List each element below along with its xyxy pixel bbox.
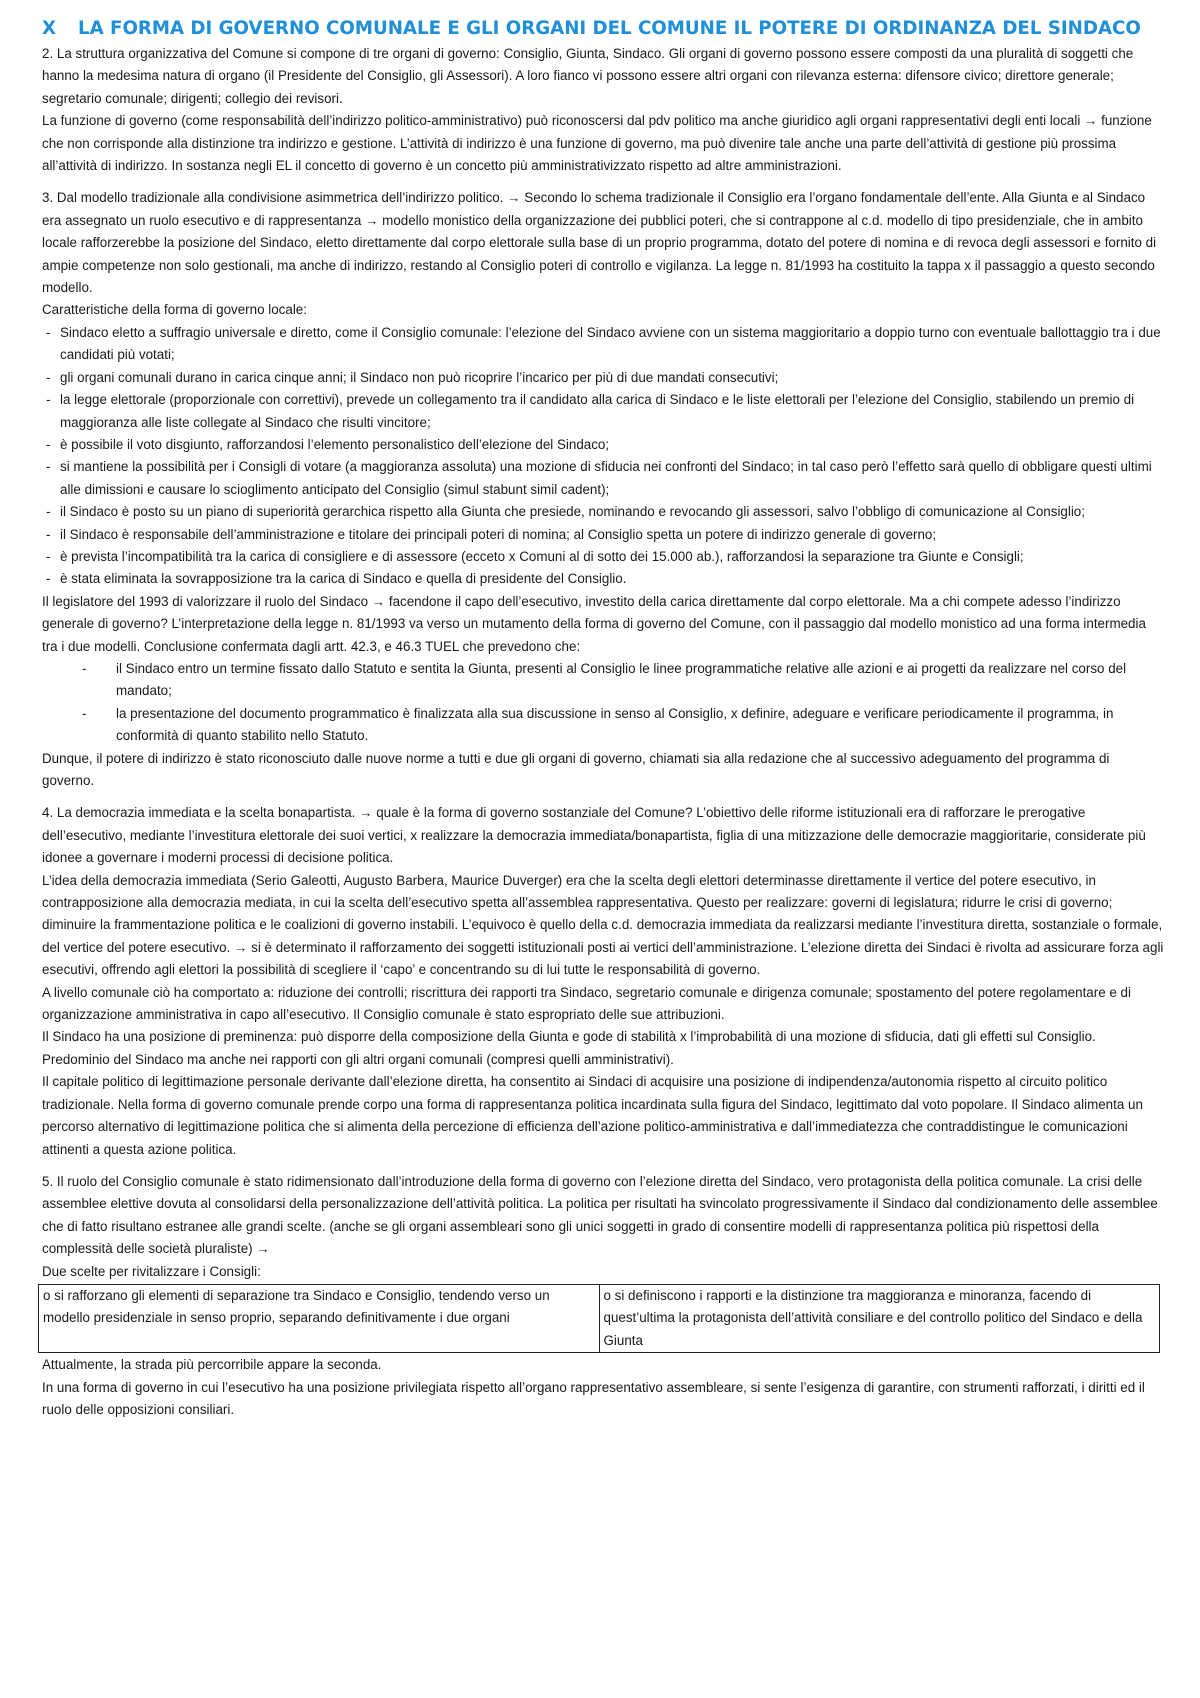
tuel-provisions-list [42,658,1164,748]
characteristics-list [42,322,1164,591]
choices-heading: Due scelte per rivitalizzare i Consigli: [42,1263,261,1279]
section-3-paragraph-3: Dunque, il potere di indirizzo è stato riconosciuto dalle nuove norme a tutti e due gli organi di governo, chiamati sia alla redazione che al successivo adeguamento del programma di governo. [42,750,1110,788]
section-4-paragraph-2: L’idea della democrazia immediata (Serio Galeotti, Augusto Barbera, Maurice Duverger) era che la scelta degli elettori determinasse direttamente il vertice del potere esecutivo, in contrapposizione alla democrazia mediata, in cui la scelta dell’esecutivo spetta all’assemblea rappresentativa. Questo per realizzare: governi di legislatura; ridurre le crisi di governo; diminuire la frammentazione politica e le coalizioni di governo instabili. L’equivoco è quello della c.d. democrazia immediata da realizzarsi mediante l’investitura diretta, sostanziale o formale, del vertice del potere esecutivo. → si è determinato il rafforzamento dei soggetti istituzionali posti ai vertici dell’amministrazione. L’elezione diretta dei Sindaci è rivolta ad assicurare forza agli esecutivi, offrendo agli elettori la possibilità di scegliere il ‘capo’ e concentrando su di lui tutte le responsabilità di governo. [42,872,1164,978]
list-item: - è possibile il voto disgiunto, rafforzandosi l’elemento personalistico dell’elezione del Sindaco; [60,434,1164,456]
section-3-paragraph-2: Il legislatore del 1993 di valorizzare il ruolo del Sindaco → facendone il capo dell’esecutivo, investito della carica direttamente dal corpo elettorale. Ma a chi compete adesso l’indirizzo generale di governo? L’interpretazione della legge n. 81/1993 va verso un mutamento della forma di governo del Comune, con il passaggio dal modello monistico ad una forma intermedia tra i due modelli. Conclusione confermata dagli artt. 42.3, e 46.3 TUEL che prevedono che: [42,593,1146,654]
chapter-number: X [42,18,57,39]
section-4-paragraph-5: Il capitale politico di legittimazione personale derivante dall’elezione diretta, ha consentito ai Sindaci di acquisire una posizione di indipendenza/autonomia rispetto al circuito politico tradizionale. Nella forma di governo comunale prende corpo una forma di rappresentanza politica incardinata sulla figura del Sindaco, legittimato dal voto popolare. Il Sindaco alimenta un percorso alternativo di legittimazione politica che si alimenta della percezione di efficienza dell’azione politico-amministrativa e dall’immediatezza che contraddistingue le comunicazioni attinenti a questa azione politica. [42,1074,1143,1157]
section-2-paragraph-2: La funzione di governo (come responsabilità dell’indirizzo politico-amministrativo) può riconoscersi dal pdv politico ma anche giuridico agli organi rappresentativi degli enti locali → funzione che non corrisponde alla distinzione tra indirizzo e gestione. L’attività di indirizzo è una funzione di governo, ma può divenire tale anche una parte dell’attività di gestione più prossima all’attività di indirizzo. In sostanza negli EL il concetto di governo è un concetto più amministrativizzato rispetto ad altre amministrazioni. [42,113,1152,174]
table-row [39,1284,1160,1352]
section-5-paragraph-1: 5. Il ruolo del Consiglio comunale è stato ridimensionato dall’introduzione della forma di governo con l’elezione diretta del Sindaco, vero protagonista della politica comunale. La crisi delle assemblee elettive dovuta al consolidarsi della personalizzazione dell’attività politica. La politica per risultati ha svincolato progressivamente il Sindaco dal condizionamento delle assemblee che di fatto risultano estranee alle grandi scelte. (anche se gli organi assembleari sono gli unici soggetti in grado di consentire modelli di rappresentanza politica più rispettosi della complessità delle società pluraliste) → [42,1173,1158,1257]
list-item: - Sindaco eletto a suffragio universale e diretto, come il Consiglio comunale: l’elezione del Sindaco avviene con un sistema maggioritario a doppio turno con eventuale ballottaggio tra i due candidati più votati; [60,322,1164,367]
section-4-paragraph-1: 4. La democrazia immediata e la scelta bonapartista. → quale è la forma di governo sostanziale del Comune? L’obiettivo delle riforme istituzionali era di rafforzare le prerogative dell’esecutivo, mediante l’investitura elettorale dei suoi vertici, x realizzare la democrazia immediata/bonapartista, figlia di una mitizzazione delle democrazie maggioritarie, considerate più idonee a governare i moderni processi di decisione politica. [42,805,1146,866]
list-item: - si mantiene la possibilità per i Consigli di votare (a maggioranza assoluta) una mozione di sfiducia nei confronti del Sindaco; in tal caso però l’effetto sarà quello di obbligare questi ultimi alle dimissioni e causare lo scioglimento anticipato del Consiglio (simul stabunt simil cadent); [60,456,1164,501]
list-item: - la legge elettorale (proporzionale con correttivi), prevede un collegamento tra il candidato alla carica di Sindaco e le liste elettorali per l’elezione del Consiglio, stabilendo un premio di maggioranza alle liste collegate al Sindaco che risulti vincitore; [60,389,1164,434]
list-item: - il Sindaco è responsabile dell’amministrazione e titolare dei principali poteri di nomina; al Consiglio spetta un potere di indirizzo generale di governo; [60,524,1164,546]
chapter-title: LA FORMA DI GOVERNO COMUNALE E GLI ORGANI DEL COMUNE IL POTERE DI ORDINANZA DEL SINDACO [78,18,1141,39]
section-4-paragraph-3: A livello comunale ciò ha comportato a: riduzione dei controlli; riscrittura dei rapporti tra Sindaco, segretario comunale e dirigenza comunale; spostamento del potere regolamentare e di organizzazione amministrativa in capo all’esecutivo. Il Consiglio comunale è stato espropriato delle sue attribuzioni. [42,984,1131,1023]
list-item: - il Sindaco è posto su un piano di superiorità gerarchica rispetto alla Giunta che presiede, nominando e revocando gli assessori, salvo l’obbligo di comunicazione al Consiglio; [60,501,1164,523]
list-item: - gli organi comunali durano in carica cinque anni; il Sindaco non può ricoprire l’incarico per più di due mandati consecutivi; [60,367,1164,389]
page-title [42,16,1164,41]
list-item: - è stata eliminata la sovrapposizione tra la carica di Sindaco e quella di presidente del Consiglio. [60,568,1164,590]
choices-table [38,1284,1160,1353]
list-item: - il Sindaco entro un termine fissato dallo Statuto e sentita la Giunta, presenti al Consiglio le linee programmatiche relative alle azioni e ai progetti da realizzare nel corso del mandato; [116,658,1164,703]
choice-right-cell: o si definiscono i rapporti e la distinzione tra maggioranza e minoranza, facendo di quest’ultima la protagonista dell’attività consiliare e del controllo politico del Sindaco e della Giunta [599,1284,1160,1352]
list-item: - è prevista l’incompatibilità tra la carica di consigliere e di assessore (ecceto x Comuni al di sotto dei 15.000 ab.), rafforzandosi la separazione tra Giunte e Consigli; [60,546,1164,568]
choice-left-cell: o si rafforzano gli elementi di separazione tra Sindaco e Consiglio, tendendo verso un modello presidenziale in senso proprio, separando definitivamente i due organi [39,1284,600,1352]
list-item: - la presentazione del documento programmatico è finalizzata alla sua discussione in senso al Consiglio, x definire, adeguare e verificare periodicamente il programma, in conformità di quanto stabilito nello Statuto. [116,703,1164,748]
section-4-paragraph-4: Il Sindaco ha una posizione di preminenza: può disporre della composizione della Giunta e gode di stabilità x l’improbabilità di una mozione di sfiducia, dati gli effetti sul Consiglio. Predominio del Sindaco ma anche nei rapporti con gli altri organi comunali (compresi quelli amministrativi). [42,1029,1096,1067]
section-2-paragraph-1: 2. La struttura organizzativa del Comune si compone di tre organi di governo: Consiglio, Giunta, Sindaco. Gli organi di governo possono essere composti da una pluralità di soggetti che hanno la medesima natura di organo (il Presidente del Consiglio, gli Assessori). A loro fianco vi possono essere altri organi con rilevanza esterna: difensore civico; direttore generale; segretario comunale; dirigenti; collegio dei revisori. [42,46,1134,106]
section-3-paragraph-1: 3. Dal modello tradizionale alla condivisione asimmetrica dell’indirizzo politico. → Secondo lo schema tradizionale il Consiglio era l’organo fondamentale dell’ente. Alla Giunta e al Sindaco era assegnato un ruolo esecutivo e di rappresentanza → modello monistico della organizzazione dei pubblici poteri, che si contrappone al c.d. modello di tipo presidenziale, che in ambito locale rafforzerebbe la posizione del Sindaco, eletto direttamente dal corpo elettorale sulla base di un proprio programma, dotato del potere di nomina e di revoca degli assessori e fornito di ampie competenze non solo gestionali, ma anche di indirizzo, restando al Consiglio poteri di controllo e vigilanza. La legge n. 81/1993 ha costituito la tappa x il passaggio a questo secondo modello. [42,190,1157,296]
section-3-list-heading: Caratteristiche della forma di governo locale: [42,302,307,318]
section-5-paragraph-3: In una forma di governo in cui l’esecutivo ha una posizione privilegiata rispetto all’organo rappresentativo assembleare, si sente l’esigenza di garantire, con strumenti rafforzati, i diritti ed il ruolo delle opposizioni consiliari. [42,1379,1145,1417]
section-5-paragraph-2: Attualmente, la strada più percorribile appare la seconda. [42,1357,382,1373]
